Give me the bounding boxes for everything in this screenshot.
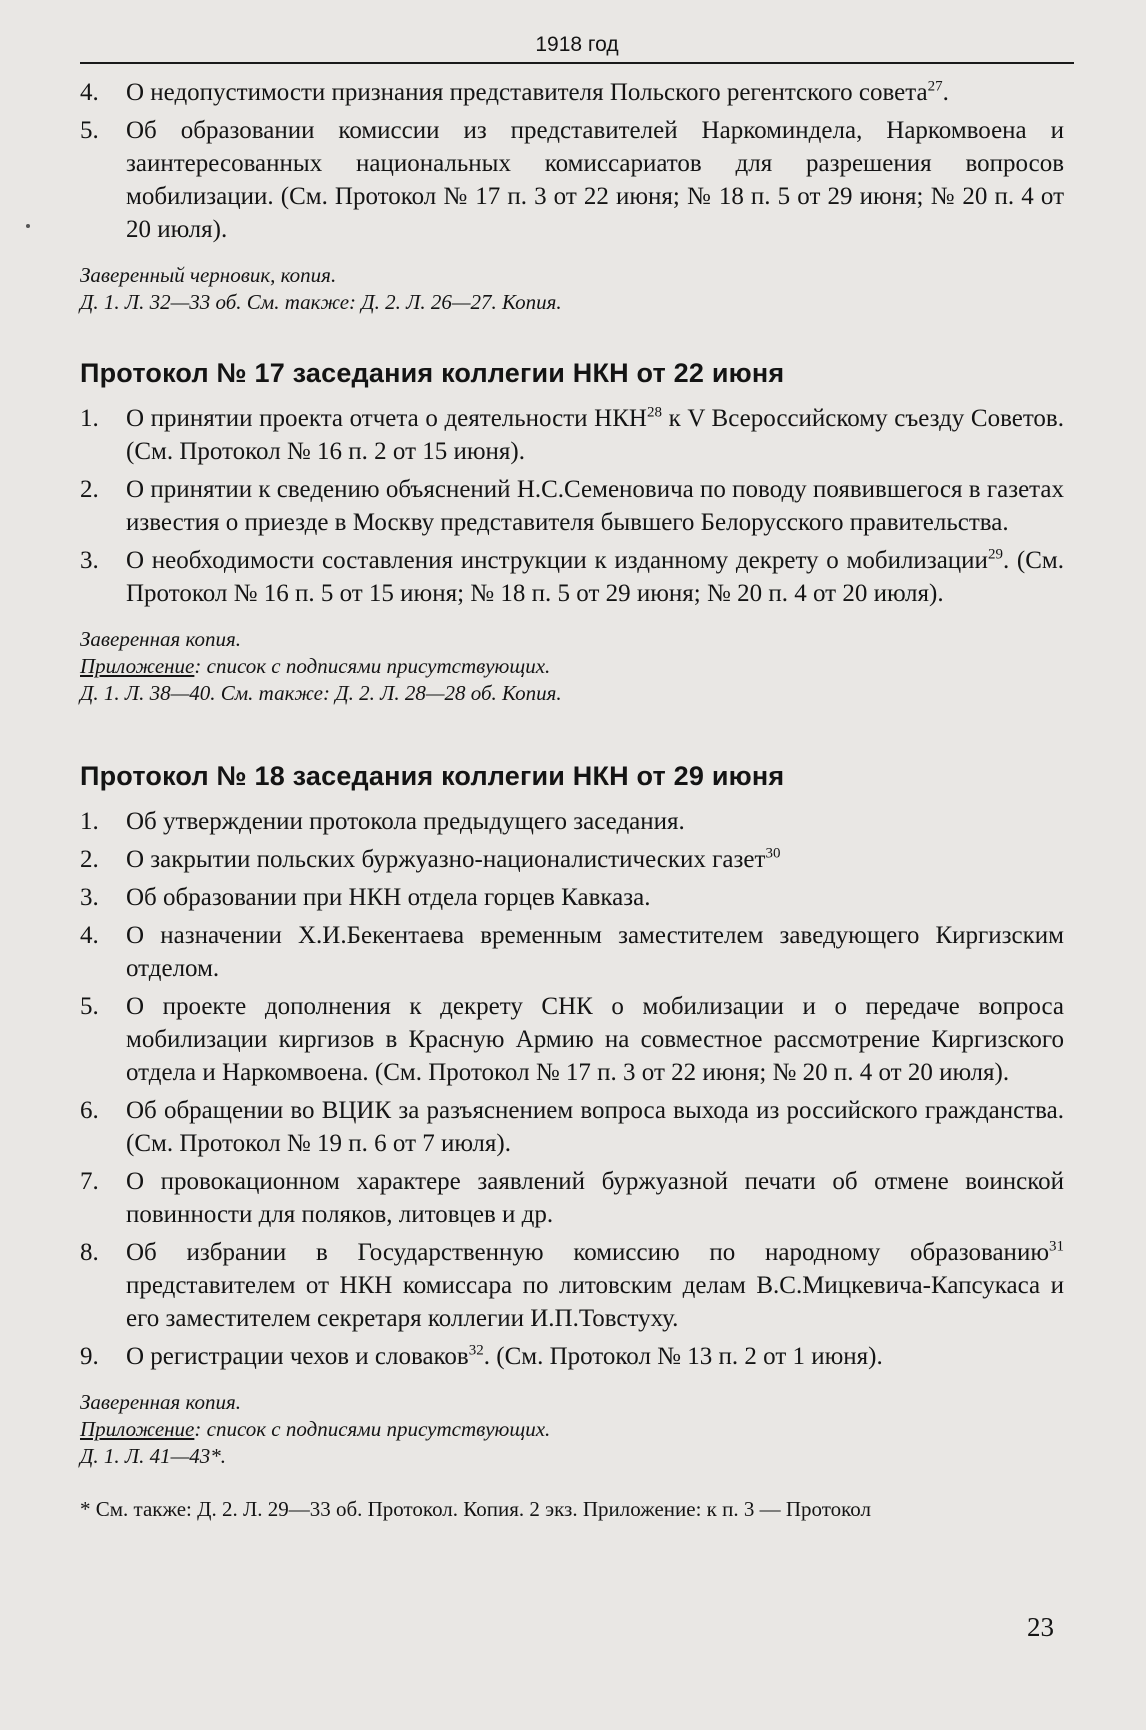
item-number: 3. (80, 884, 99, 911)
source-line (80, 1416, 1064, 1443)
item-text: О необходимости составления инструкции к изданному декрету о мобилизации (126, 547, 988, 574)
protocol-17-heading: Протокол № 17 заседания коллегии НКН от 22 июня (80, 358, 785, 388)
list-item (80, 881, 1064, 914)
item-tail: представителем от НКН комиссара по литовским делам В.С.Мицкевича-Капсукаса и его заместителем секретаря коллегии И.П.Товстуху. (126, 1272, 1064, 1332)
list-item (80, 805, 1064, 838)
item-text: О провокационном характере заявлений буржуазной печати об отмене воинской повинности для поляков, литовцев и др. (126, 1168, 1064, 1228)
list-item (80, 919, 1064, 985)
protocol-18-list (80, 805, 1064, 1373)
item-number: 6. (80, 1097, 99, 1124)
appendix-label: Приложение (80, 1417, 195, 1441)
source-line: Заверенная копия. (80, 1390, 242, 1414)
source-note (80, 1389, 1064, 1470)
page-number: 23 (1027, 1612, 1054, 1642)
list-item (80, 402, 1064, 468)
item-text: Об образовании при НКН отдела горцев Кавказа. (126, 884, 651, 911)
item-tail: . (942, 79, 949, 106)
item-text: Об избрании в Государственную комиссию по народному образованию (126, 1239, 1049, 1266)
item-text: О закрытии польских буржуазно-националистических газет (126, 846, 766, 873)
running-head: 1918 год (80, 32, 1074, 64)
list-item (80, 843, 1064, 876)
item-number: 3. (80, 547, 99, 574)
protocol-17-list (80, 402, 1064, 610)
item-number: 5. (80, 117, 99, 144)
item-number: 5. (80, 993, 99, 1020)
list-item (80, 990, 1064, 1089)
item-text: О недопустимости признания представителя Польского регентского совета (126, 79, 928, 106)
list-item (80, 1236, 1064, 1335)
footnote-ref: 32 (468, 1342, 484, 1359)
footnote: * См. также: Д. 2. Л. 29—33 об. Протокол. Копия. 2 экз. Приложение: к п. 3 — Протокол (80, 1497, 871, 1521)
footnote-ref: 28 (646, 404, 662, 421)
item-number: 7. (80, 1168, 99, 1195)
list-item (80, 473, 1064, 539)
print-speck (26, 224, 30, 228)
item-number: 2. (80, 476, 99, 503)
appendix-text: : список с подписями присутствующих. (194, 654, 551, 678)
intro-list (80, 76, 1064, 246)
item-text: Об утверждении протокола предыдущего заседания. (126, 808, 685, 835)
item-text: О принятии проекта отчета о деятельности НКН (126, 405, 647, 432)
footnote-ref: 27 (927, 78, 943, 95)
item-text: О назначении Х.И.Бекентаева временным заместителем заведующего Киргизским отделом. (126, 922, 1064, 982)
item-tail: . (См. Протокол № 16 п. 5 от 15 июня; № 18 п. 5 от 29 июня; № 20 п. 4 от 20 июля). (126, 547, 1065, 607)
item-number: 4. (80, 79, 99, 106)
appendix-text: : список с подписями присутствующих. (194, 1417, 551, 1441)
source-line: Заверенный черновик, копия. (80, 263, 337, 287)
item-text: Об обращении во ВЦИК за разъяснением вопроса выхода из российского гражданства. (См. Протокол № 19 п. 6 от 7 июля). (126, 1097, 1064, 1157)
source-line (80, 653, 1064, 680)
item-number: 1. (80, 405, 99, 432)
source-note (80, 626, 1064, 707)
source-note (80, 262, 1064, 316)
item-number: 2. (80, 846, 99, 873)
footnote-ref: 30 (765, 845, 781, 862)
item-text: Об образовании комиссии из представителей Наркоминдела, Наркомвоена и заинтересованных национальных комиссариатов для разрешения вопросов мобилизации. (См. Протокол № 17 п. 3 от 22 июня; № 18 п. 5 от 29 июня; № 20 п. 4 от 20 июля). (126, 117, 1064, 243)
item-text: О регистрации чехов и словаков (126, 1343, 469, 1370)
item-tail: к V Всероссийскому съезду Советов. (См. Протокол № 16 п. 2 от 15 июня). (126, 405, 1064, 465)
source-line: Д. 1. Л. 41—43*. (80, 1444, 227, 1468)
item-number: 4. (80, 922, 99, 949)
footnote-ref: 31 (1049, 1238, 1064, 1255)
appendix-label: Приложение (80, 654, 195, 678)
list-item (80, 76, 1064, 109)
source-line: Заверенная копия. (80, 627, 242, 651)
list-item (80, 544, 1064, 610)
list-item (80, 1094, 1064, 1160)
footnote-ref: 29 (987, 546, 1003, 563)
list-item (80, 1165, 1064, 1231)
source-line: Д. 1. Л. 32—33 об. См. также: Д. 2. Л. 26—27. Копия. (80, 290, 562, 314)
list-item (80, 114, 1064, 246)
list-item (80, 1340, 1064, 1373)
source-line: Д. 1. Л. 38—40. См. также: Д. 2. Л. 28—28 об. Копия. (80, 681, 562, 705)
item-number: 9. (80, 1343, 99, 1370)
item-text: О проекте дополнения к декрету СНК о мобилизации и о передаче вопроса мобилизации киргизов в Красную Армию на совместное рассмотрение Киргизского отдела и Наркомвоена. (См. Протокол № 17 п. 3 от 22 июня; № 20 п. 4 от 20 июля). (126, 993, 1064, 1086)
protocol-18-heading: Протокол № 18 заседания коллегии НКН от 29 июня (80, 761, 785, 791)
item-number: 8. (80, 1239, 99, 1266)
item-number: 1. (80, 808, 99, 835)
item-text: О принятии к сведению объяснений Н.С.Семеновича по поводу появившегося в газетах известия о приезде в Москву представителя бывшего Белорусского правительства. (126, 476, 1064, 536)
item-tail: . (См. Протокол № 13 п. 2 от 1 июня). (483, 1343, 883, 1370)
